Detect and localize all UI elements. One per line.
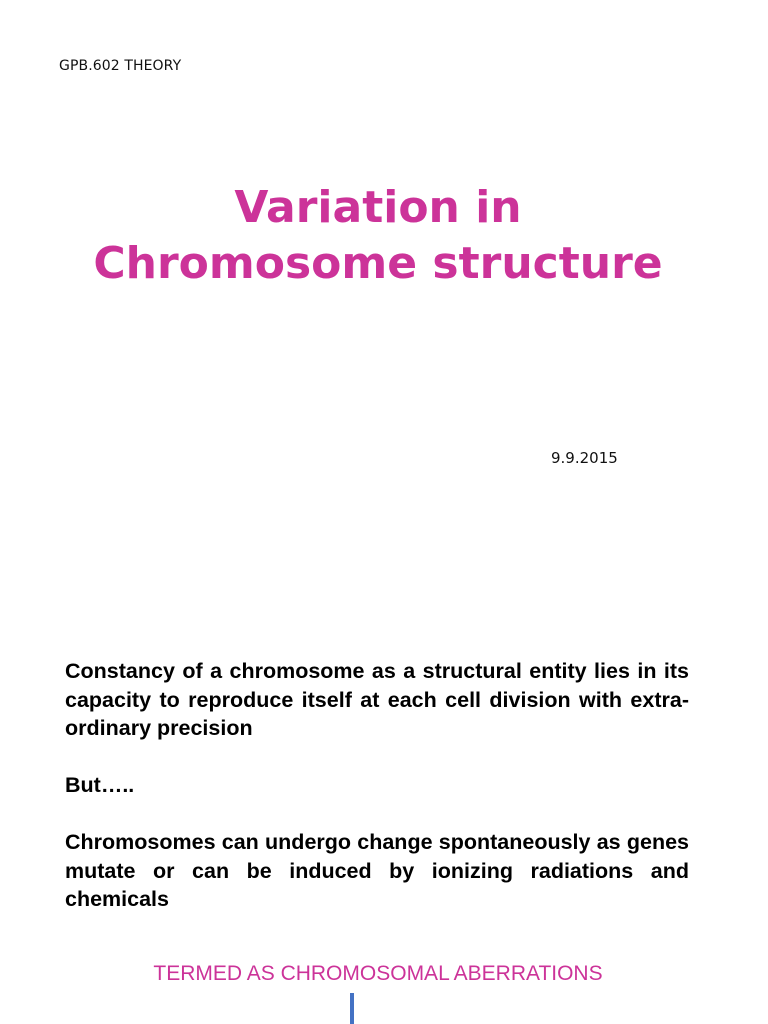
title-line-2: Chromosome structure xyxy=(93,238,663,289)
termed-heading: TERMED AS CHROMOSOMAL ABERRATIONS xyxy=(153,962,603,985)
paragraph-spacer xyxy=(65,743,689,772)
paragraph-constancy: Constancy of a chromosome as a structural entity lies in its capacity to reproduce itself at each cell division with extra-ordinary precision xyxy=(65,659,689,740)
lecture-date: 9.9.2015 xyxy=(551,449,618,467)
body-text xyxy=(65,657,689,914)
course-code: GPB.602 THEORY xyxy=(59,58,182,74)
title-line-1: Variation in xyxy=(234,182,522,233)
page-title xyxy=(0,180,756,292)
connector-line xyxy=(350,993,354,1024)
paragraph-spacer xyxy=(65,800,689,829)
paragraph-chromosome-change: Chromosomes can undergo change spontaneously as genes mutate or can be induced by ionizing radiations and chemicals xyxy=(65,830,689,911)
paragraph-but: But….. xyxy=(65,773,135,797)
